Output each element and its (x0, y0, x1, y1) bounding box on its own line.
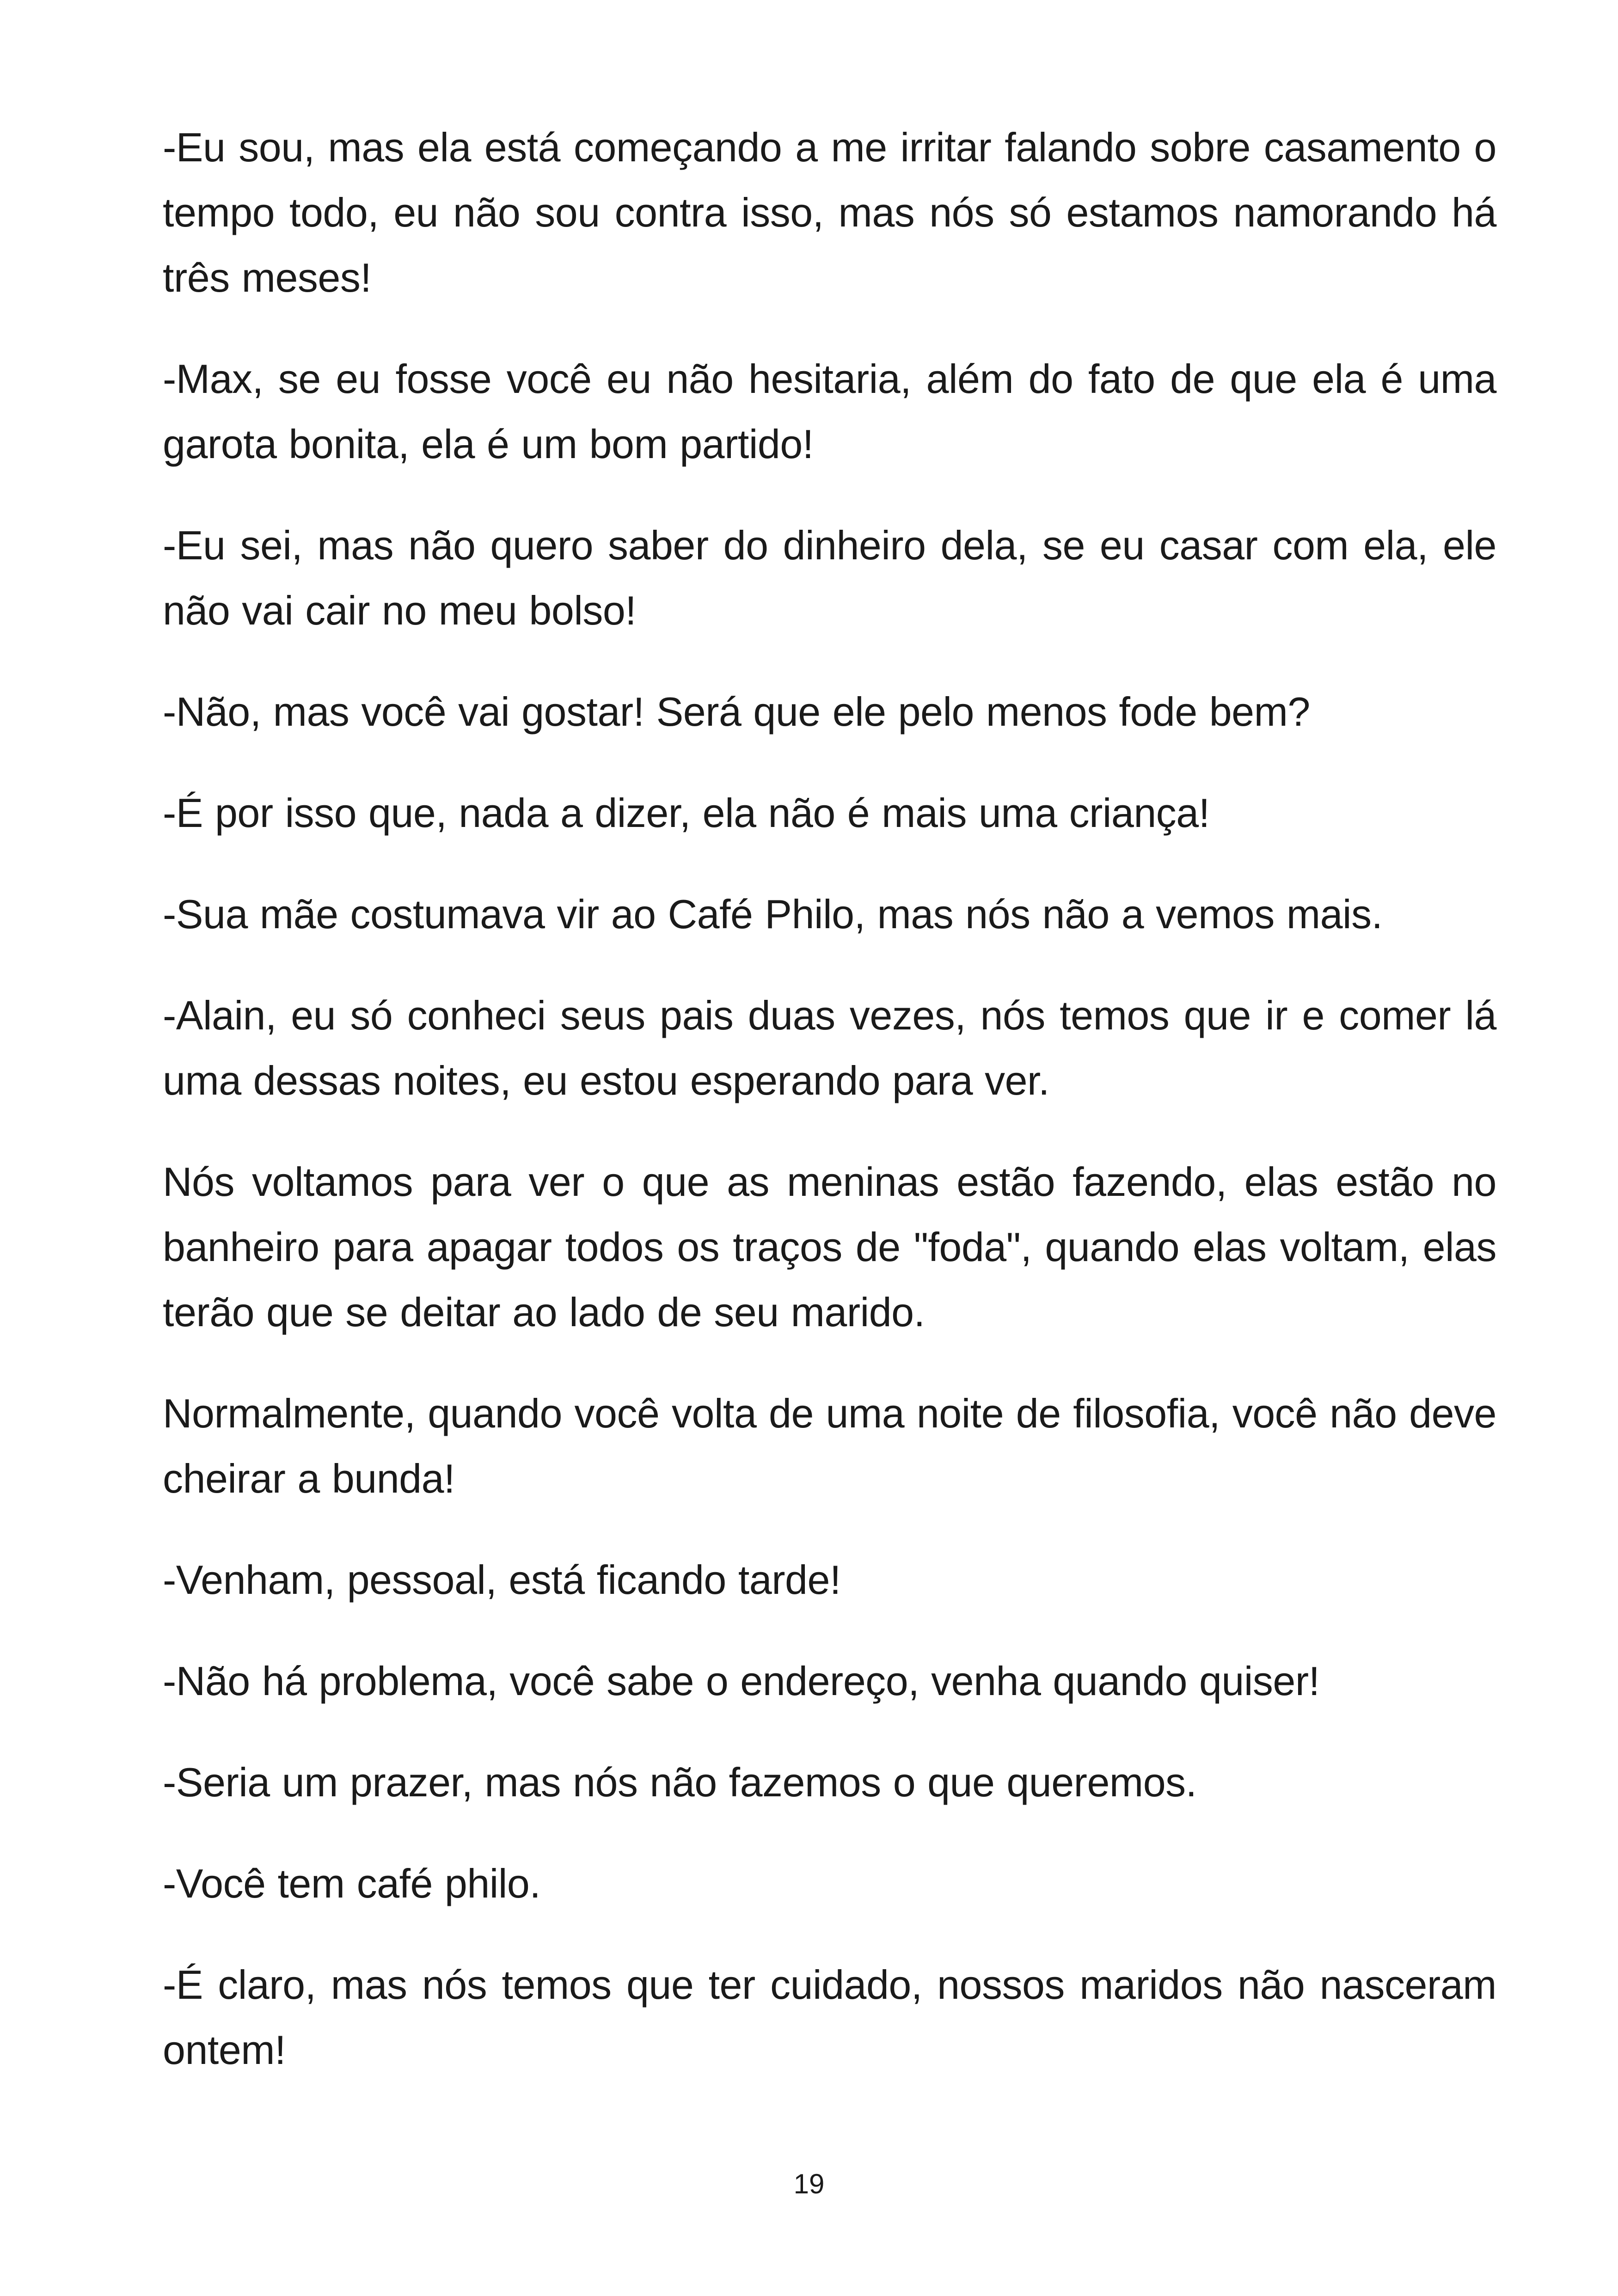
paragraph-2: -Max, se eu fosse você eu não hesitaria, além do fato de que ela é uma garota bonita, ela é um bom partido! (163, 356, 1496, 467)
paragraph-14: -É claro, mas nós temos que ter cuidado, nossos maridos não nasceram ontem! (163, 1962, 1496, 2073)
paragraph-4: -Não, mas você vai gostar! Será que ele pelo menos fode bem? (163, 689, 1310, 735)
paragraph-7: -Alain, eu só conheci seus pais duas vezes, nós temos que ir e comer lá uma dessas noites, eu estou esperando para ver. (163, 992, 1496, 1103)
paragraph-8: Nós voltamos para ver o que as meninas estão fazendo, elas estão no banheiro para apagar todos os traços de "foda", quando elas voltam, elas terão que se deitar ao lado de seu marido. (163, 1159, 1496, 1335)
paragraph-3: -Eu sei, mas não quero saber do dinheiro dela, se eu casar com ela, ele não vai cair no meu bolso! (163, 522, 1496, 633)
body-text (163, 115, 1496, 2118)
paragraph-5: -É por isso que, nada a dizer, ela não é mais uma criança! (163, 790, 1210, 836)
paragraph-9: Normalmente, quando você volta de uma noite de filosofia, você não deve cheirar a bunda! (163, 1390, 1496, 1501)
page-number: 19 (793, 2168, 825, 2199)
paragraph-13: -Você tem café philo. (163, 1861, 541, 1906)
paragraph-12: -Seria um prazer, mas nós não fazemos o que queremos. (163, 1759, 1197, 1805)
paragraph-1: -Eu sou, mas ela está começando a me irritar falando sobre casamento o tempo todo, eu não sou contra isso, mas nós só estamos namorando há três meses! (163, 124, 1496, 300)
paragraph-10: -Venham, pessoal, está ficando tarde! (163, 1557, 841, 1603)
paragraph-11: -Não há problema, você sabe o endereço, venha quando quiser! (163, 1658, 1320, 1704)
paragraph-6: -Sua mãe costumava vir ao Café Philo, mas nós não a vemos mais. (163, 891, 1383, 937)
